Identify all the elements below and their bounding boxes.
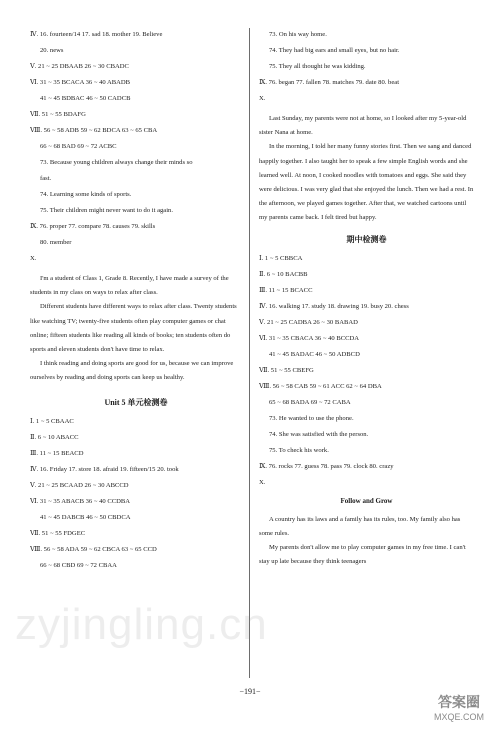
answer-line: fast.	[40, 175, 52, 182]
answer-line: Ⅱ. 6 ~ 10 ABACC	[30, 433, 79, 441]
column-divider	[249, 28, 250, 678]
answer-line: 74. They had big ears and small eyes, but no hair.	[269, 47, 400, 54]
follow-grow-heading: Follow and Grow	[340, 496, 393, 505]
answer-line: 75. Their children might never want to do it again.	[40, 207, 174, 214]
essay-paragraph: My parents don't allow me to play computer games in my free time. I can't stay up late because they think teenagers	[259, 544, 466, 566]
answer-line: 75. To check his work.	[269, 446, 329, 454]
answer-line: 66 ~ 68 CBD 69 ~ 72 CBAA	[40, 561, 117, 569]
answer-line: Ⅷ. 56 ~ 58 ADA 59 ~ 62 CBCA 63 ~ 65 CCD	[30, 545, 157, 553]
essay-paragraph: Different students have different ways to relax after class. Twenty students like watching TV; twenty-five students often play computer games or chat online; fifteen students like reading all kinds of books; ten students often do sports and eleven students don't have time to relax.	[30, 303, 237, 354]
essay-paragraph: In the morning, I told her many funny stories first. Then we sang and danced happily together. I also taught her to speak a few simple English words and she learned well. At noon, I cooked noodles with tomatoes and eggs. She said they were delicious. I was very glad that she enjoyed the lunch. Then we had a rest. In the afternoon, we played games together. After that, we watched cartoons until my parents came back. I felt tired but happy.	[259, 143, 474, 222]
answer-line: Ⅷ. 56 ~ 58 ADB 59 ~ 62 BDCA 63 ~ 65 CBA	[30, 127, 158, 134]
answer-line: 73. On his way home.	[269, 31, 327, 38]
unit5-heading: Unit 5 单元检测卷	[104, 397, 168, 407]
answer-line: Ⅸ. 76. began 77. fallen 78. matches 79. date 80. beat	[259, 79, 400, 86]
answer-line: 20. news	[40, 47, 64, 54]
answer-line: Ⅳ. 16. walking 17. study 18. drawing 19. busy 20. chess	[259, 302, 409, 310]
answer-line: Ⅲ. 11 ~ 15 BEACD	[30, 449, 84, 457]
essay-paragraph: I'm a student of Class 1, Grade 8. Recently, I have made a survey of the students in my class on ways to relax after class.	[30, 275, 229, 297]
answer-line: 75. They all thought he was kidding.	[269, 63, 366, 70]
site-logo	[430, 693, 488, 731]
answer-line: X.	[259, 95, 266, 102]
answer-line: 80. member	[40, 239, 72, 246]
answer-line: X.	[259, 478, 266, 486]
logo-top-text: 答案圈	[438, 694, 480, 710]
answer-line: Ⅴ. 21 ~ 25 BCAAD 26 ~ 30 ABCCD	[30, 481, 129, 489]
answer-line: Ⅱ. 6 ~ 10 BACBB	[259, 270, 308, 278]
watermark: zyjingling.cn	[15, 600, 268, 649]
answer-line: Ⅰ. 1 ~ 5 CBAAC	[30, 417, 74, 425]
answer-line: Ⅳ. 16. fourteen/14 17. sad 18. mother 19. Believe	[30, 31, 163, 38]
answer-line: Ⅰ. 1 ~ 5 CBBCA	[259, 254, 303, 262]
answer-line: 65 ~ 68 BADA 69 ~ 72 CABA	[269, 398, 351, 406]
answer-line: 73. Because young children always change their minds so	[40, 159, 193, 166]
answer-line: 41 ~ 45 BADAC 46 ~ 50 ADBCD	[269, 350, 360, 358]
right-column	[259, 30, 474, 569]
left-column	[30, 30, 242, 570]
answer-line: Ⅵ. 31 ~ 35 BCACA 36 ~ 40 ABADB	[30, 79, 131, 86]
midterm-heading: 期中检测卷	[346, 234, 387, 244]
answer-line: Ⅳ. 16. Friday 17. store 18. afraid 19. fifteen/15 20. took	[30, 465, 179, 473]
essay-paragraph: A country has its laws and a family has its rules, too. My family also has some rules.	[259, 515, 461, 537]
answer-line: Ⅶ. 51 ~ 55 CBEFG	[259, 366, 314, 374]
answer-line: 74. She was satisfied with the person.	[269, 430, 369, 438]
answer-line: Ⅶ. 51 ~ 55 FDGEC	[30, 529, 86, 537]
essay-paragraph: Last Sunday, my parents were not at home, so I looked after my 5-year-old sister Nana at home.	[259, 115, 467, 137]
answer-line: 41 ~ 45 BDBAC 46 ~ 50 CADCB	[40, 95, 131, 102]
logo-bottom-text: MXQE.COM	[433, 712, 484, 722]
answer-line: 66 ~ 68 BAD 69 ~ 72 ACBC	[40, 143, 117, 150]
answer-line: Ⅲ. 11 ~ 15 BCACC	[259, 286, 313, 294]
answer-line: Ⅷ. 56 ~ 58 CAB 59 ~ 61 ACC 62 ~ 64 DBA	[259, 382, 382, 390]
answer-line: Ⅸ. 76. rocks 77. guess 78. pass 79. clock 80. crazy	[259, 462, 394, 470]
answer-line: 41 ~ 45 DABCB 46 ~ 50 CBDCA	[40, 513, 131, 521]
answer-line: Ⅵ. 31 ~ 35 ABACB 36 ~ 40 CCDBA	[30, 497, 131, 505]
answer-line: X.	[30, 255, 37, 262]
answer-line: Ⅵ. 31 ~ 35 CBACA 36 ~ 40 BCCDA	[259, 334, 360, 342]
answer-line: Ⅴ. 21 ~ 25 CADBA 26 ~ 30 BABAD	[259, 318, 358, 326]
essay-paragraph: I think reading and doing sports are good for us, because we can improve ourselves by reading and doing sports can keep us healthy.	[30, 360, 234, 382]
page-number: −191−	[239, 687, 261, 696]
answer-line: Ⅴ. 21 ~ 25 DBAAB 26 ~ 30 CBADC	[30, 63, 129, 70]
answer-line: Ⅶ. 51 ~ 55 BDAFG	[30, 111, 86, 118]
answer-line: 74. Learning some kinds of sports.	[40, 191, 132, 198]
answer-line: 73. He wanted to use the phone.	[269, 414, 354, 422]
answer-line: Ⅸ. 76. proper 77. compare 78. causes 79. skills	[30, 223, 156, 230]
